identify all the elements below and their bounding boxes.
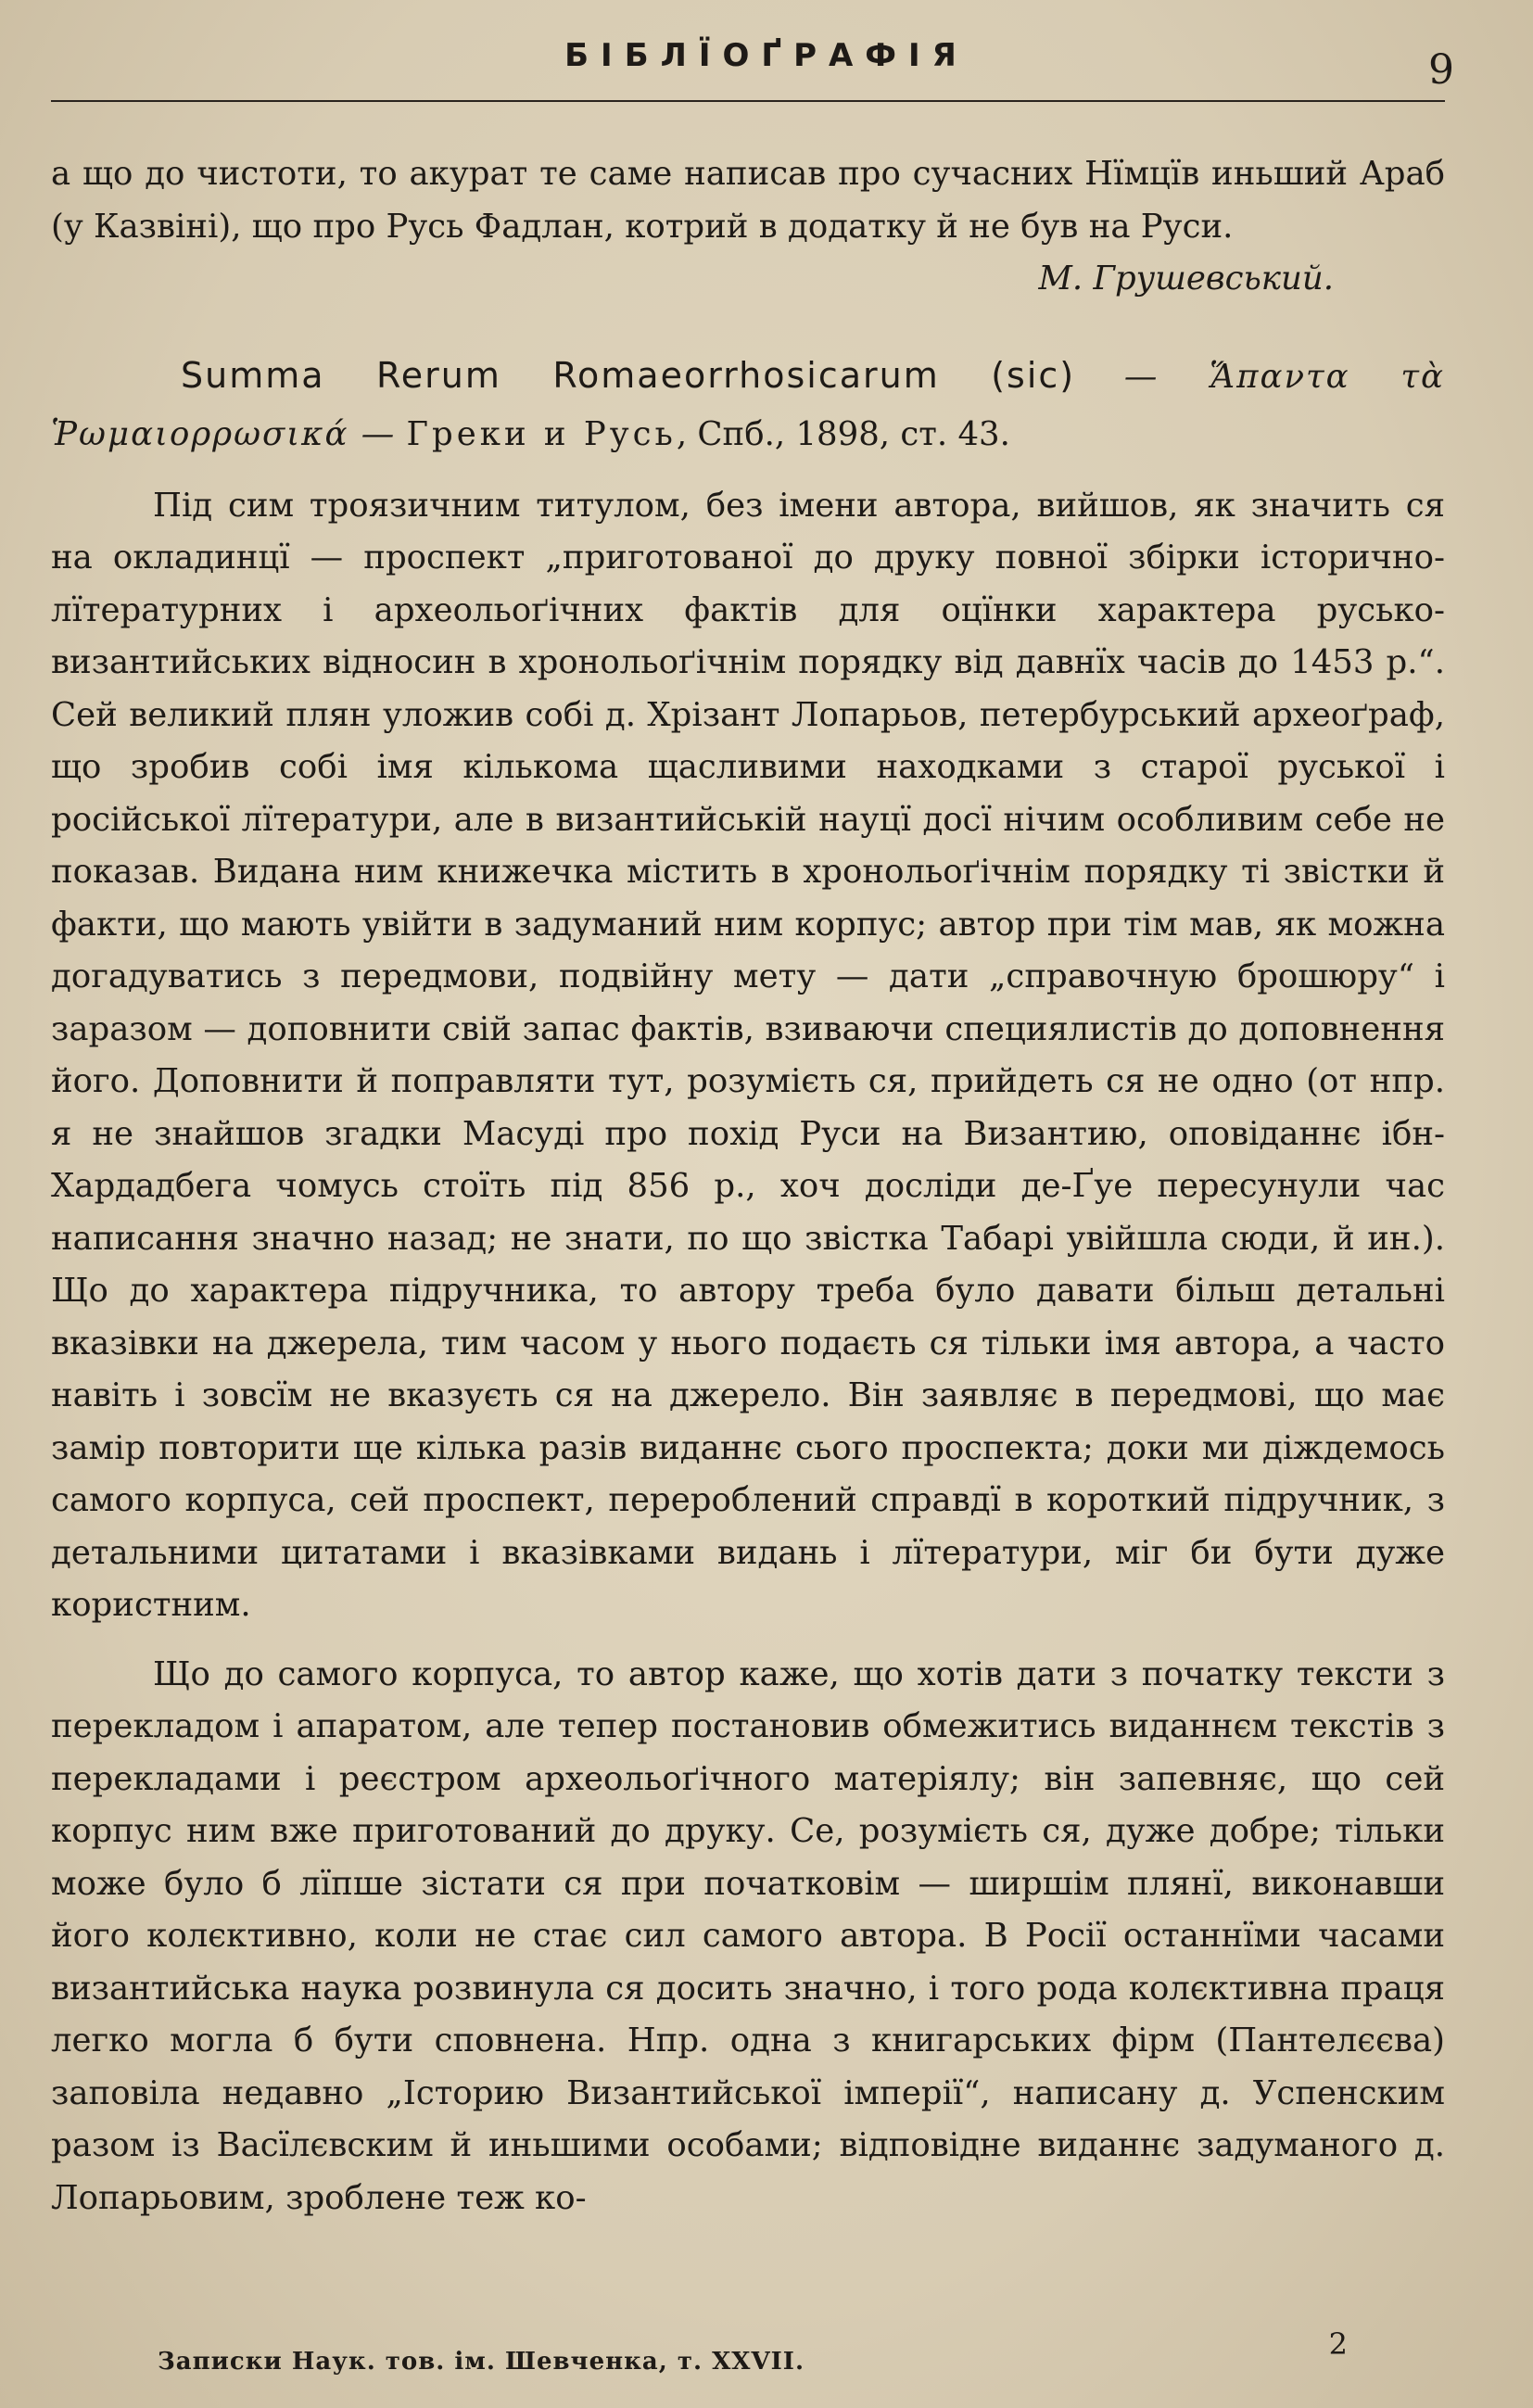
entry-imprint: , Спб., 1898, ст. 43. (676, 414, 1010, 453)
body-text (51, 148, 1445, 2224)
entry-greek-title: — Ἅπαντα τὰ Ῥωμαιορρωσικά — (51, 357, 1445, 453)
spacer (51, 463, 1445, 480)
entry-russian-title: Греки и Русь (406, 414, 677, 453)
footer-journal: Записки Наук. тов. ім. Шевченка, т. XXVII. (158, 2348, 805, 2376)
previous-review-ending (51, 148, 1445, 253)
running-title: БІБЛЇОҐРАФІЯ (564, 37, 969, 74)
signature-line (51, 253, 1445, 306)
spacer (51, 1632, 1445, 1649)
paragraph: Під сим троязичним титулом, без імени автора, вийшов, як значить ся на окладинцї — проспект „приготованої до друку повної збірки історично-лїтературних і археольоґічних фактів для оцїнки характера русько-византийських відносин в хронольоґічнім порядку від давнїх часів до 1453 р.“. Сей великий плян уложив собі д. Хрізант Лопарьов, петербурський археоґраф, що зробив собі імя кількома щасливими находками з старої руської і російської лїтератури, але в византийській науцї досї нічим особливим себе не показав. Видана ним книжечка містить в хронольоґічнім порядку ті звістки й факти, що мають увійти в задуманий ним корпус; автор при тім мав, як можна догадуватись з передмови, подвійну мету — дати „справочную брошюру“ і заразом — доповнити свій запас фактів, взиваючи специялистів до доповнення його. Доповнити й поправляти тут, розумієть ся, прийдеть ся не одно (от нпр. я не знайшов згадки Масуді про похід Руси на Византию, оповіданнє ібн-Хардадбега чомусь стоїть під 856 р., хоч досліди де-Ґуе пересунули час написання значно назад; не знати, по що звістка Табарі увійшла сюди, й ин.). Що до характера підручника, то автору треба було давати більш детальні вказівки на джерела, тим часом у нього подаєть ся тільки імя автора, а часто навіть і зовсїм не вказуєть ся на джерело. Він заявляє в передмові, що має замір повторити ще кілька разів виданнє сього проспекта; доки ми діждемось самого корпуса, сей проспект, перероблений справдї в короткий підручник, з детальними цитатами і вказівками видань і лїтератури, міг би бути дуже користним. (51, 486, 1445, 1624)
entry-latin-title: Summa Rerum Romaeorrhosicarum (sic) (181, 354, 1076, 396)
previous-review-text: а що до чистоти, то акурат те саме написав про сучасних Нїмцїв иньший Араб (у Казвіні), що про Русь Фадлан, котрий в додатку й не був на Руси. (51, 155, 1445, 246)
entry-heading (51, 347, 1445, 463)
header-rule (51, 100, 1445, 102)
footer-signature-mark: 2 (1328, 2326, 1348, 2362)
page-number: 9 (1428, 46, 1454, 94)
paragraph: Що до самого корпуса, то автор каже, що хотів дати з початку тексти з перекладом і апаратом, але тепер постановив обмежитись виданнєм текстів з перекладами і реєстром археольоґічного матеріялу; він запевняє, що сей корпус ним вже приготований до друку. Се, розумієть ся, дуже добре; тільки може було б лїпше зістати ся при початковім — ширшім плянї, виконавши його колєктивно, коли не стає сил самого автора. В Росії останнїми часами византийська наука розвинула ся досить значно, і того рода колєктивна праця легко могла б бути сповнена. Нпр. одна з книгарських фірм (Пантелєєва) заповіла недавно „Історию Византийської імперії“, написану д. Успенским разом із Васїлєвским й иньшими особами; відповідне виданнє задуманого д. Лопарьовим, зроблене теж ко- (51, 1654, 1445, 2217)
review-signature: М. Грушевський. (1038, 260, 1334, 298)
